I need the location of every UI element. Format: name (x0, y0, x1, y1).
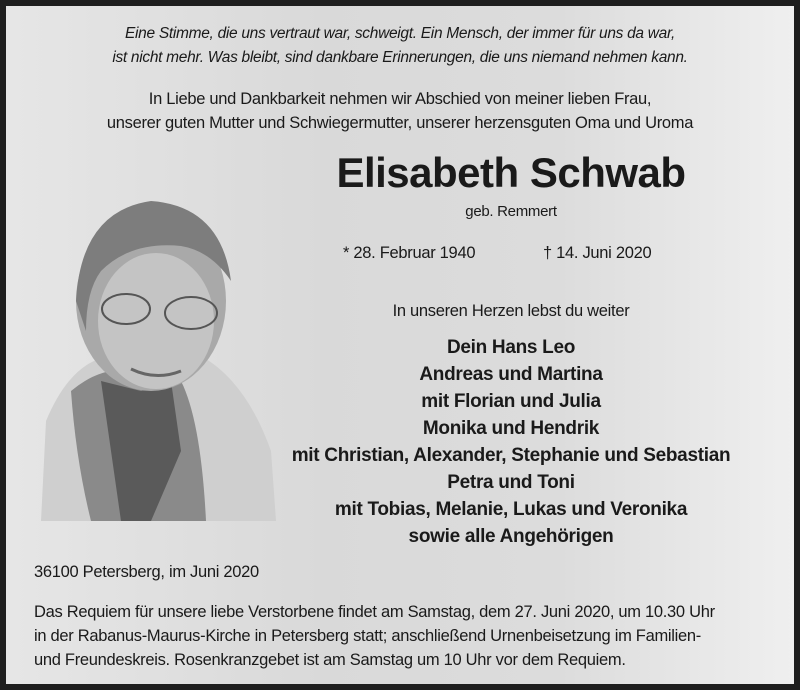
mourner-line: Dein Hans Leo (446, 337, 576, 358)
service-line: in der Rabanus-Maurus-Kirche in Petersberg statt; anschließend Urnenbeisetzung im Familien- (34, 627, 701, 645)
obituary-card (6, 6, 794, 684)
mourner-line: mit Christian, Alexander, Stephanie und Sebastian (291, 445, 731, 466)
mourner-line: Petra und Toni (447, 472, 575, 493)
mourner-line: sowie alle Angehörigen (408, 526, 614, 547)
mourner-line: Monika und Hendrik (422, 418, 600, 439)
death-date: † 14. Juni 2020 (543, 244, 652, 262)
motto: In unseren Herzen lebst du weiter (392, 302, 630, 320)
mourner-line: mit Florian und Julia (421, 391, 601, 412)
service-line: und Freundeskreis. Rosenkranzgebet ist am Samstag um 10 Uhr vor dem Requiem. (34, 651, 626, 669)
service-line: Das Requiem für unsere liebe Verstorbene findet am Samstag, dem 27. Juni 2020, um 10.30 Uhr (34, 603, 715, 621)
birth-date: * 28. Februar 1940 (343, 244, 476, 262)
maiden-name: geb. Remmert (465, 203, 557, 220)
quote-line: ist nicht mehr. Was bleibt, sind dankbare Erinnerungen, die uns niemand nehmen kann. (112, 49, 688, 66)
mourner-line: mit Tobias, Melanie, Lukas und Veronika (334, 499, 688, 520)
mourner-line: Andreas und Martina (419, 364, 603, 385)
portrait-photo (31, 191, 281, 531)
intro-line: unserer guten Mutter und Schwiegermutter, unserer herzensguten Oma und Uroma (106, 114, 694, 132)
intro-line: In Liebe und Dankbarkeit nehmen wir Abschied von meiner lieben Frau, (148, 90, 652, 108)
place-date: 36100 Petersberg, im Juni 2020 (34, 563, 259, 581)
deceased-name: Elisabeth Schwab (336, 149, 686, 196)
quote-line: Eine Stimme, die uns vertraut war, schweigt. Ein Mensch, der immer für uns da war, (125, 25, 675, 42)
